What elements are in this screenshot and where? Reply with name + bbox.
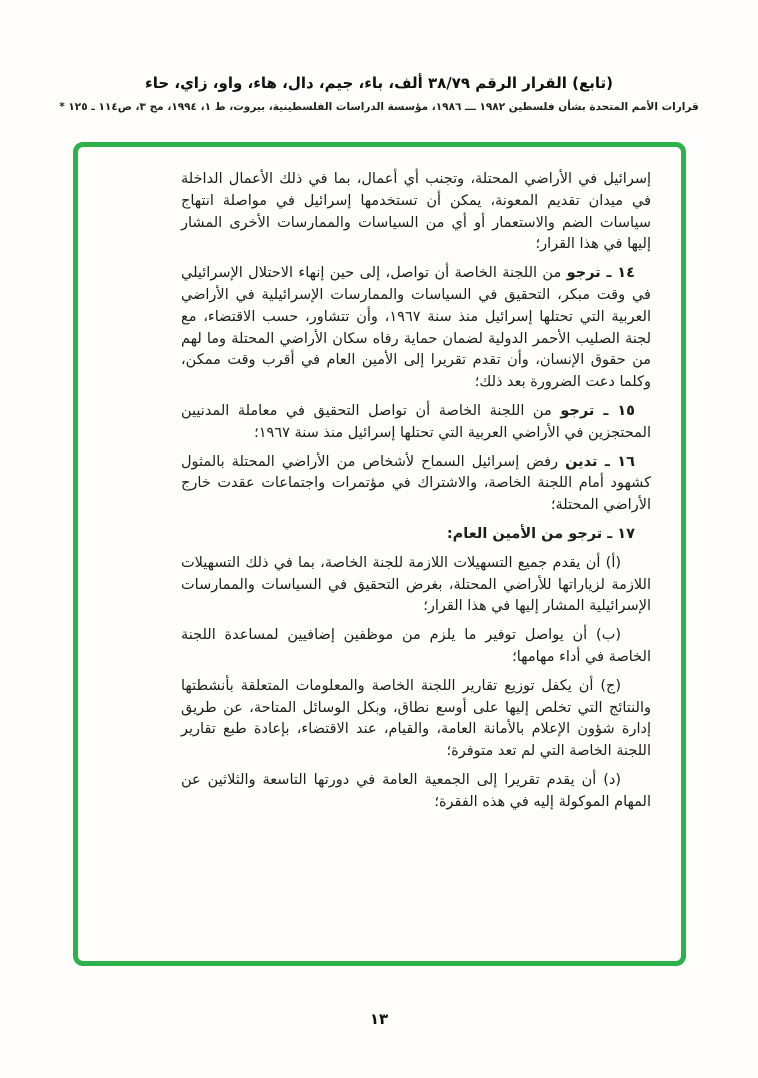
paragraph: ١٤ ـ ترجو من اللجنة الخاصة أن تواصل، إلى حين إنهاء الاحتلال الإسرائيلي في وقت مبكر، التحقيق في السياسات والممارسات الإسرائيلية في الأراضي العربية التي تحتلها إسرائيل منذ سنة ١٩٦٧، وأن تتشاور، حسب الاقتضاء، مع لجنة الصليب الأحمر الدولية لضمان حماية رفاه سكان الأراضي المحتلة وما لهم من حقوق الإنسان، وأن تقدم تقريرا إلى الأمين العام في أقرب وقت ممكن، وكلما دعت الضرورة بعد ذلك؛	[181, 265, 651, 391]
paragraph-letter: (د)	[603, 771, 621, 788]
paragraph: ١٥ ـ ترجو من اللجنة الخاصة أن تواصل التحقيق في معاملة المدنيين المحتجزين في الأراضي العربية التي تحتلها إسرائيل منذ سنة ١٩٦٧؛	[181, 402, 651, 441]
paragraph: (ج) أن يكفل توزيع تقارير اللجنة الخاصة والمعلومات المتعلقة بأنشطتها والنتائج التي تخلص إليها على أوسع نطاق، وبكل الوسائل المتاحة، عن طريق إدارة شؤون الإعلام بالأمانة العامة، والقيام، عند الاقتضاء، بإعادة طبع تقارير اللجنة الخاصة التي لم تعد متوفرة؛	[181, 677, 651, 760]
document-body	[181, 169, 651, 821]
paragraph-number: ١٧ ـ ترجو من الأمين العام:	[446, 525, 635, 542]
paragraph-number: ١٤ ـ ترجو	[566, 265, 635, 282]
paragraph: (ب) أن يواصل توفير ما يلزم من موظفين إضافيين لمساعدة اللجنة الخاصة في أداء مهامها؛	[181, 627, 651, 665]
source-citation: قرارات الأمم المتحدة بشأن فلسطين ١٩٨٢ ـــ ١٩٨٦، مؤسسة الدراسات الفلسطينية، بيروت، ط ١، ١٩٩٤، مج ٣، ص١١٤ ـ ١٢٥ *	[59, 101, 699, 113]
paragraph-number: ١٥ ـ ترجو	[560, 402, 636, 419]
paragraph: (د) أن يقدم تقريرا إلى الجمعية العامة في دورتها التاسعة والثلاثين عن المهام الموكولة إليه في هذه الفقرة؛	[181, 771, 651, 810]
content-border-box	[73, 142, 686, 966]
paragraph	[181, 524, 651, 546]
paragraph-letter: (ج)	[600, 677, 621, 694]
paragraph: ١٦ ـ تدين رفض إسرائيل السماح لأشخاص من الأراضي المحتلة بالمثول كشهود أمام اللجنة الخاصة، والاشتراك في مؤتمرات واجتماعات عقدت خارج الأراضي المحتلة؛	[181, 453, 651, 514]
document-title: (تابع) القرار الرقم ٣٨/٧٩ ألف، باء، جيم، دال، هاء، واو، زاي، حاء	[145, 74, 613, 92]
paragraph: (أ) أن يقدم جميع التسهيلات اللازمة للجنة الخاصة، بما في ذلك التسهيلات اللازمة لزياراتها للأراضي المحتلة، بغرض التحقيق في السياسات والممارسات الإسرائيلية المشار إليها في هذا القرار؛	[181, 554, 651, 615]
paragraph-letter: (ب)	[596, 627, 621, 644]
page-number: ١٣	[369, 1010, 389, 1028]
paragraph-number: ١٦ ـ تدين	[565, 453, 635, 470]
document-header	[40, 74, 718, 113]
paragraph-letter: (أ)	[605, 554, 621, 571]
paragraph: إسرائيل في الأراضي المحتلة، وتجنب أي أعمال، بما في ذلك الأعمال الداخلة في ميدان تقديم المعونة، يمكن أن تستخدمها إسرائيل في مواصلة انتهاج سياسات الضم والاستعمار أو أي من السياسات والممارسات الأخرى المشار إليها في هذا القرار؛	[181, 171, 651, 253]
